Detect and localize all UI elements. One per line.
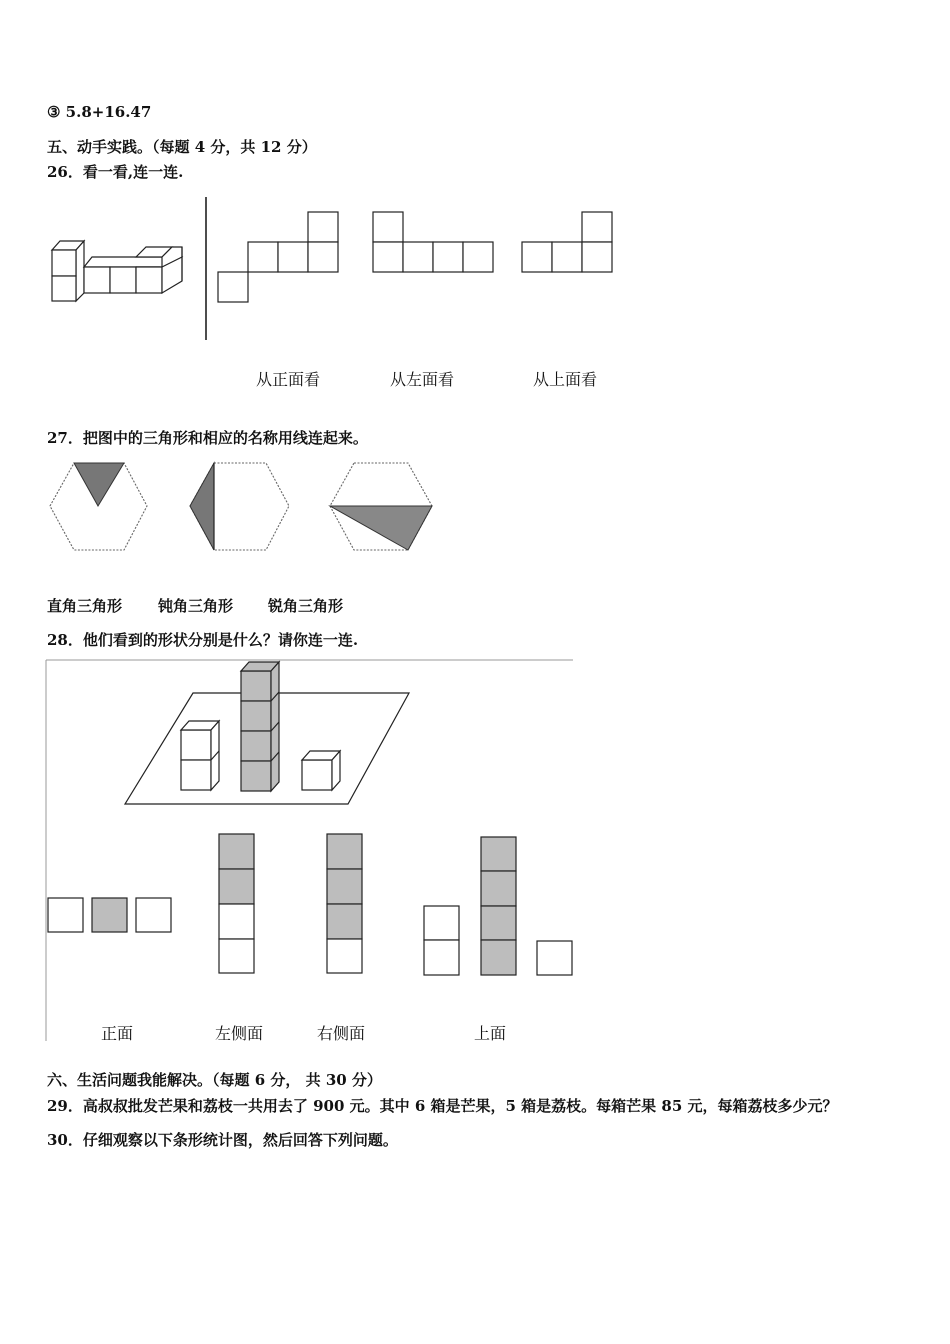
q28-option-1 xyxy=(48,898,171,932)
question-30-text: 30．仔细观察以下条形统计图，然后回答下列问题。 xyxy=(47,1131,398,1149)
q28-option-3 xyxy=(327,834,362,973)
q28-figure xyxy=(45,658,575,1043)
section-6-heading: 六、生活问题我能解决。（每题 6 分， 共 30 分） xyxy=(47,1071,382,1089)
q28-label-front: 正面 xyxy=(101,1024,134,1043)
q28-stack-tall xyxy=(241,662,279,791)
q28-label-right-side: 右侧面 xyxy=(317,1024,366,1043)
q27-figure xyxy=(46,460,446,560)
q27-label-acute: 锐角三角形 xyxy=(268,597,344,615)
q26-label-front: 从正面看 xyxy=(256,370,321,389)
question-29-text: 29．高叔叔批发芒果和荔枝一共用去了 900 元。其中 6 箱是芒果，5 箱是荔枝。每箱芒果 85 元，每箱荔枝多少元？ xyxy=(47,1097,838,1115)
q28-label-left-side: 左侧面 xyxy=(215,1024,264,1043)
q27-hexagon-2 xyxy=(190,463,289,550)
q28-option-4 xyxy=(424,837,572,975)
q28-option-2 xyxy=(219,834,254,973)
q27-label-obtuse: 钝角三角形 xyxy=(158,597,234,615)
item-3-expression: ③ 5.8+16.47 xyxy=(47,103,152,121)
q27-hexagon-3 xyxy=(330,463,432,550)
q26-label-top: 从上面看 xyxy=(533,370,598,389)
q26-label-left: 从左面看 xyxy=(390,370,455,389)
question-26-title: 26．看一看,连一连. xyxy=(47,163,184,181)
q27-hexagon-1 xyxy=(50,463,147,550)
question-27-title: 27．把图中的三角形和相应的名称用线连起来。 xyxy=(47,429,368,447)
question-28-title: 28．他们看到的形状分别是什么？请你连一连. xyxy=(47,631,359,649)
q26-view-shape-1 xyxy=(218,212,338,302)
q28-label-top: 上面 xyxy=(474,1024,507,1043)
q26-view-shape-2 xyxy=(373,212,493,272)
q28-stack-left xyxy=(181,721,219,790)
q27-label-right: 直角三角形 xyxy=(47,597,123,615)
q26-figure xyxy=(40,195,660,355)
q26-solid-shape xyxy=(52,241,182,301)
q26-view-shape-3 xyxy=(522,212,612,272)
section-5-heading: 五、动手实践。（每题 4 分，共 12 分） xyxy=(47,138,317,156)
q28-single-cube xyxy=(302,751,340,790)
